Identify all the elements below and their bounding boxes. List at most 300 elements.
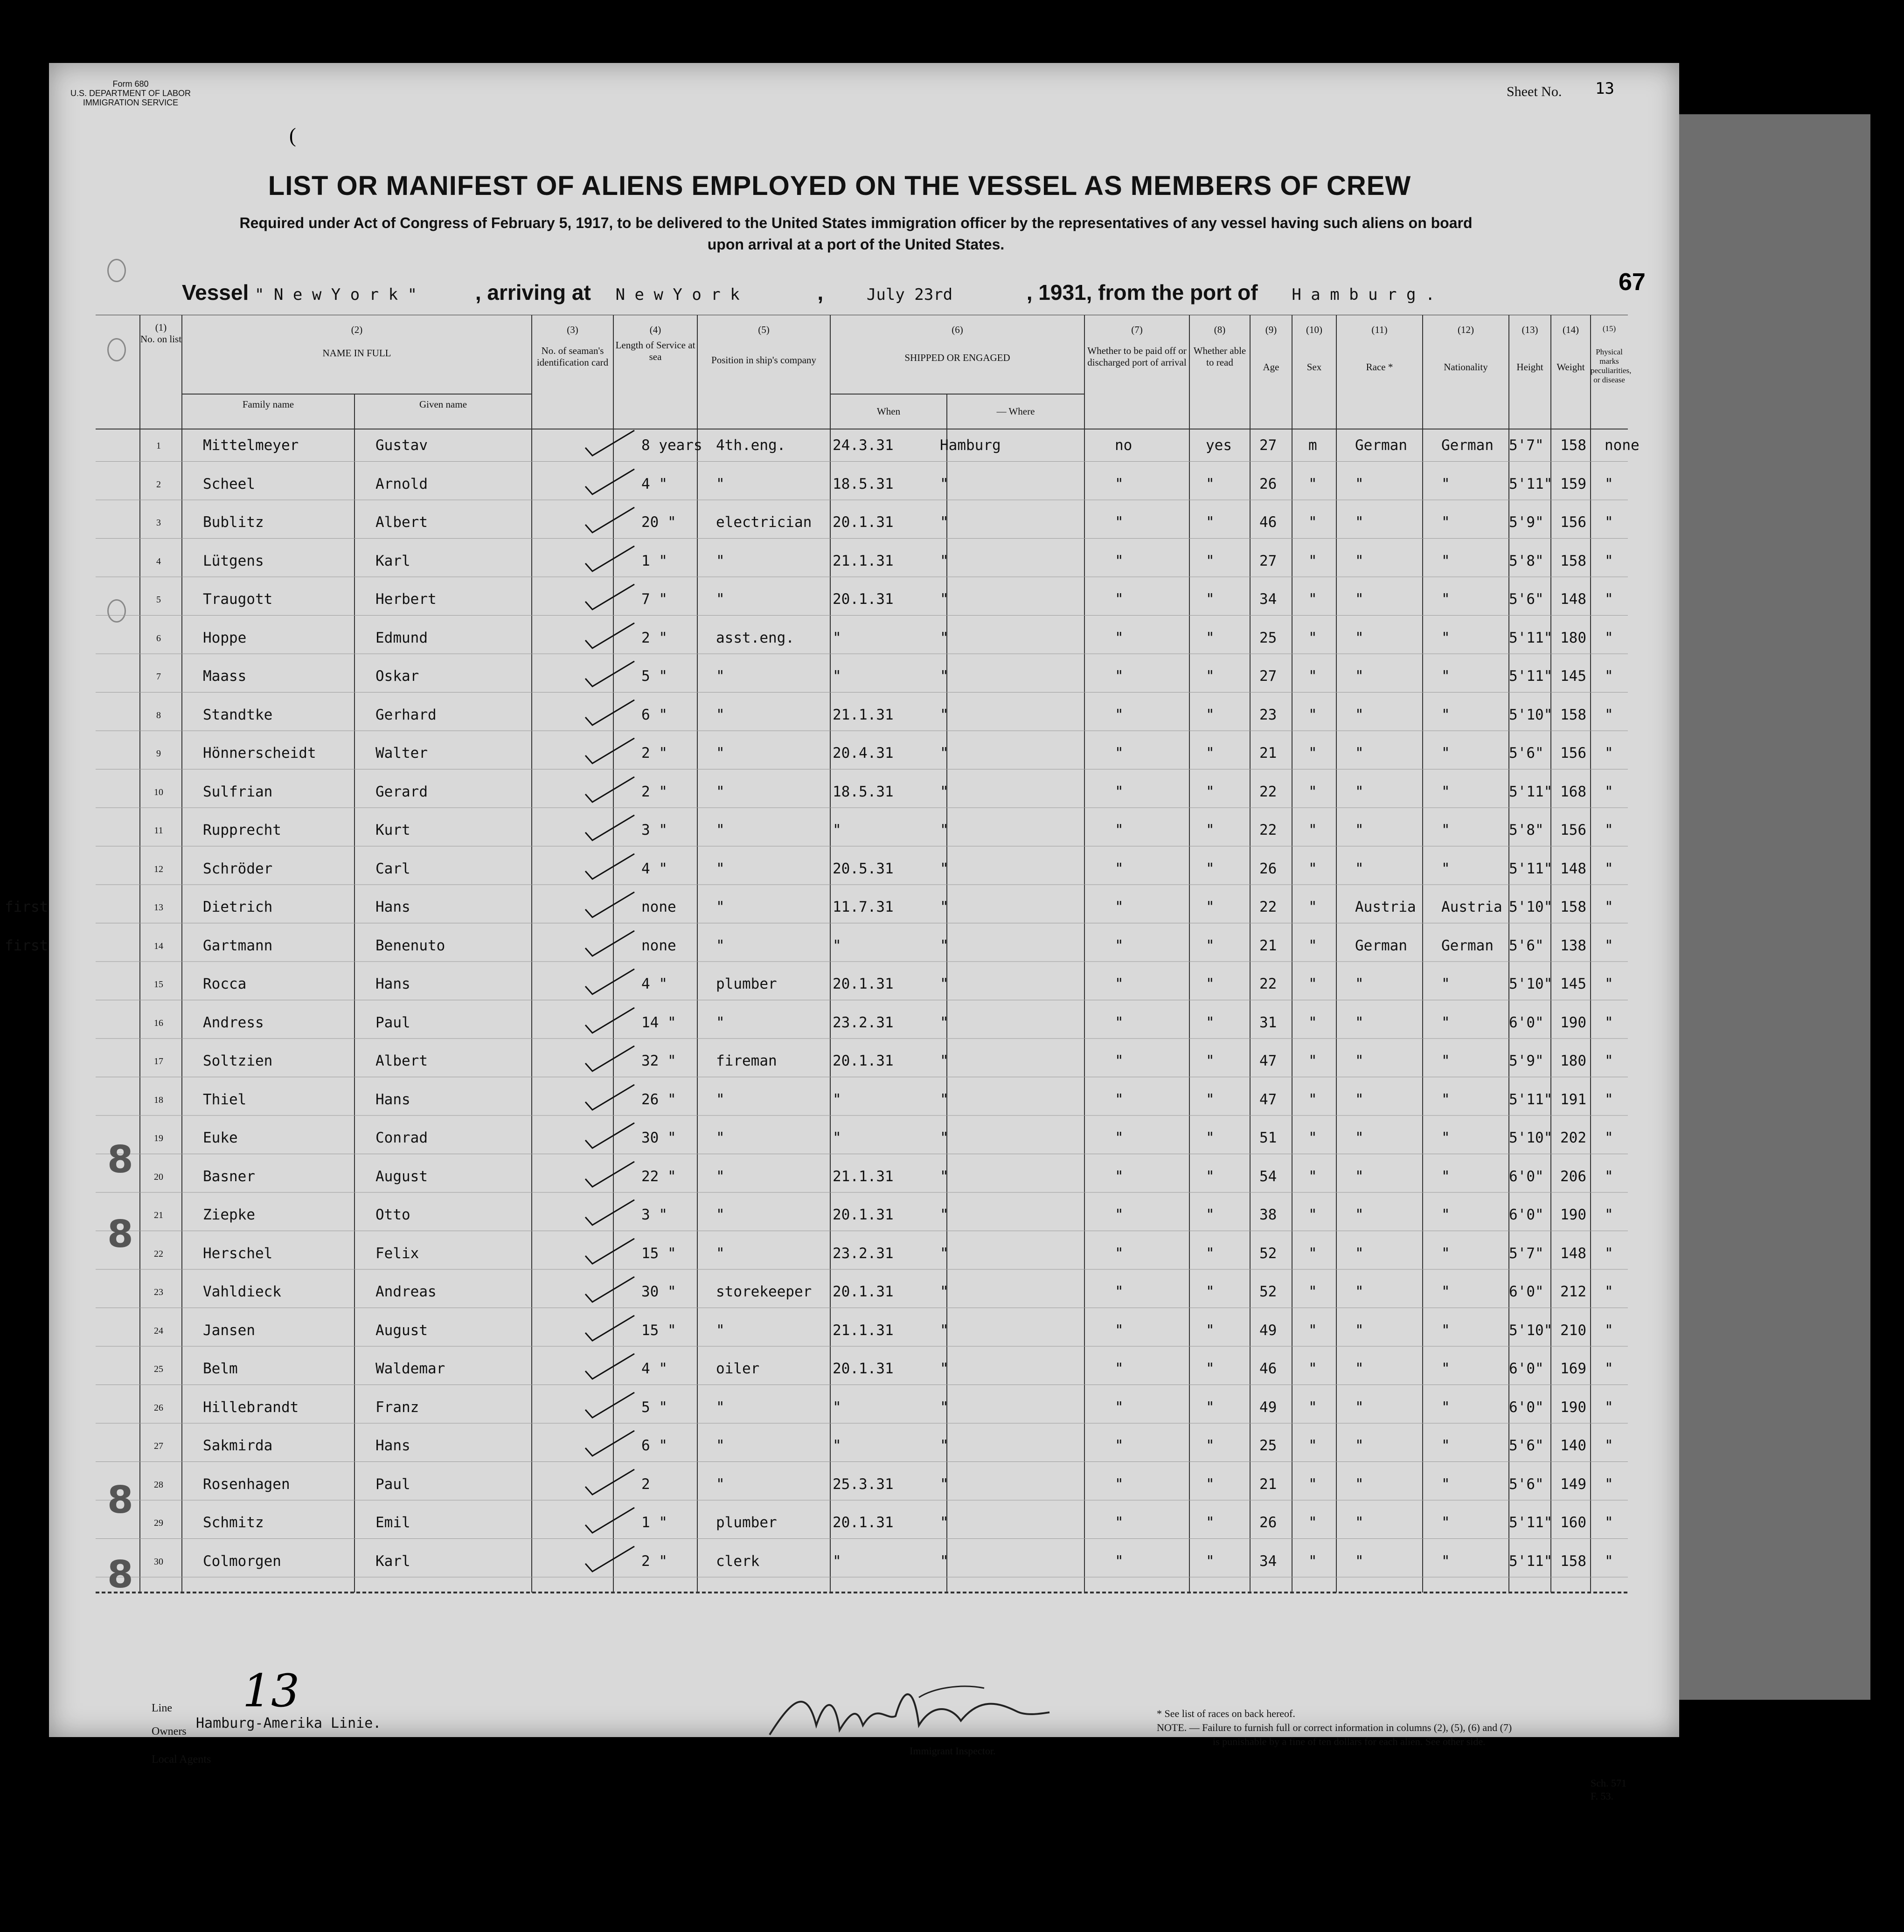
row-number: 15 xyxy=(154,979,163,990)
family-name: Hoppe xyxy=(203,629,247,646)
table-row xyxy=(96,591,1628,633)
row-number: 3 xyxy=(156,518,161,528)
paid-off: " xyxy=(1115,1206,1124,1223)
shipped-where: " xyxy=(940,860,949,877)
able-to-read: " xyxy=(1206,475,1215,492)
table-row xyxy=(5,937,1628,980)
sheet-number: 13 xyxy=(1595,79,1614,98)
given-name: Waldemar xyxy=(375,1360,445,1377)
sex: " xyxy=(1308,822,1317,838)
physical-marks: " xyxy=(1605,822,1613,838)
age: 34 xyxy=(1259,1552,1277,1570)
owners-label: Owners xyxy=(152,1725,187,1738)
weight: 148 xyxy=(1560,591,1586,608)
position: " xyxy=(716,1091,725,1108)
physical-marks: " xyxy=(1605,1399,1613,1416)
position: " xyxy=(716,591,725,608)
race: " xyxy=(1355,1552,1364,1570)
check-mark xyxy=(583,965,639,998)
shipped-where: " xyxy=(940,1129,949,1146)
race: " xyxy=(1355,552,1364,569)
row-number: 27 xyxy=(154,1441,163,1451)
race: " xyxy=(1355,1322,1364,1339)
able-to-read: " xyxy=(1206,1399,1215,1416)
physical-marks: " xyxy=(1605,668,1613,685)
paid-off: " xyxy=(1115,1437,1124,1454)
height: 5'11" xyxy=(1509,1091,1553,1108)
height: 5'10" xyxy=(1509,899,1553,915)
race: " xyxy=(1355,629,1364,646)
table-row xyxy=(96,1053,1628,1095)
shipped-where: " xyxy=(940,591,949,608)
table-row xyxy=(96,783,1628,826)
paid-off: " xyxy=(1115,937,1124,954)
sex: " xyxy=(1308,629,1317,646)
table-row xyxy=(96,1206,1628,1249)
family-name: Dietrich xyxy=(203,899,273,915)
paid-off: " xyxy=(1115,1475,1124,1493)
able-to-read: " xyxy=(1206,1514,1215,1531)
shipped-where: " xyxy=(940,745,949,762)
service-length: 1 " xyxy=(641,1514,667,1531)
check-mark xyxy=(583,1119,639,1152)
table-row xyxy=(96,1514,1628,1557)
given-name: Walter xyxy=(375,745,428,762)
weight: 190 xyxy=(1560,1399,1586,1416)
physical-marks: " xyxy=(1605,1129,1613,1146)
col-2b-header: Given name xyxy=(419,399,467,410)
family-name: Euke xyxy=(203,1129,238,1146)
race: " xyxy=(1355,706,1364,723)
vessel-label: Vessel xyxy=(182,280,249,305)
nationality: " xyxy=(1441,1053,1450,1069)
sex: " xyxy=(1308,1168,1317,1185)
table-row xyxy=(96,1475,1628,1518)
shipped-when: 21.1.31 xyxy=(833,706,894,723)
service-length: 6 " xyxy=(641,706,667,723)
nationality: " xyxy=(1441,1206,1450,1223)
position: 4th.eng. xyxy=(716,437,786,454)
sex: " xyxy=(1308,1322,1317,1339)
paid-off: " xyxy=(1115,1399,1124,1416)
sex: m xyxy=(1308,437,1317,454)
punch-hole xyxy=(107,259,126,282)
shipped-when: " xyxy=(833,1437,841,1454)
family-name: Sulfrian xyxy=(203,783,273,800)
row-number: 30 xyxy=(154,1556,163,1567)
row-prefix: first xyxy=(5,899,49,915)
family-name: Rocca xyxy=(203,976,247,992)
inspector-signature xyxy=(765,1669,1054,1749)
shipped-when: " xyxy=(833,822,841,838)
race: German xyxy=(1355,437,1407,454)
nationality: " xyxy=(1441,1091,1450,1108)
row-number: 21 xyxy=(154,1210,163,1220)
family-name: Andress xyxy=(203,1014,264,1031)
row-number: 5 xyxy=(156,595,161,605)
position: " xyxy=(716,706,725,723)
shipped-when: 18.5.31 xyxy=(833,475,894,492)
age: 52 xyxy=(1259,1245,1277,1262)
sex: " xyxy=(1308,1091,1317,1108)
table-row xyxy=(96,1129,1628,1172)
able-to-read: " xyxy=(1206,1322,1215,1339)
position: " xyxy=(716,1399,725,1416)
shipped-when: 23.2.31 xyxy=(833,1014,894,1031)
service-length: 2 " xyxy=(641,629,667,646)
service-length: 20 " xyxy=(641,514,676,531)
height: 5'9" xyxy=(1509,514,1544,531)
able-to-read: " xyxy=(1206,1552,1215,1570)
check-mark xyxy=(583,1543,639,1575)
weight: 156 xyxy=(1560,514,1586,531)
age: 25 xyxy=(1259,629,1277,646)
row-number: 8 xyxy=(156,710,161,720)
shipped-where: " xyxy=(940,1360,949,1377)
height: 5'7" xyxy=(1509,1245,1544,1262)
position: plumber xyxy=(716,1514,777,1531)
table-row xyxy=(96,1399,1628,1441)
weight: 158 xyxy=(1560,1552,1586,1570)
row-number: 18 xyxy=(154,1094,163,1105)
check-mark xyxy=(583,1196,639,1229)
family-name: Bublitz xyxy=(203,514,264,531)
sex: " xyxy=(1308,1129,1317,1146)
family-name: Scheel xyxy=(203,475,255,492)
shipped-where: " xyxy=(940,783,949,800)
paid-off: no xyxy=(1115,437,1133,454)
vessel-name: " N e w Y o r k " xyxy=(255,285,417,304)
given-name: Hans xyxy=(375,899,410,915)
family-name: Thiel xyxy=(203,1091,247,1108)
race: " xyxy=(1355,1014,1364,1031)
table-row xyxy=(96,1552,1628,1595)
sex: " xyxy=(1308,1399,1317,1416)
shipped-when: " xyxy=(833,1552,841,1570)
row-number: 29 xyxy=(154,1518,163,1528)
sex: " xyxy=(1308,1360,1317,1377)
check-mark xyxy=(583,773,639,806)
race: " xyxy=(1355,822,1364,838)
shipped-when: 21.1.31 xyxy=(833,1168,894,1185)
shipped-when: 20.1.31 xyxy=(833,976,894,992)
table-row xyxy=(96,1360,1628,1403)
physical-marks: " xyxy=(1605,745,1613,762)
nationality: German xyxy=(1441,937,1494,954)
paid-off: " xyxy=(1115,899,1124,915)
check-mark xyxy=(583,542,639,575)
table-row xyxy=(96,437,1640,479)
sex: " xyxy=(1308,1283,1317,1300)
check-mark xyxy=(583,427,639,459)
position: " xyxy=(716,668,725,685)
able-to-read: " xyxy=(1206,668,1215,685)
family-name: Hönnerscheidt xyxy=(203,745,316,762)
shipped-where: " xyxy=(940,668,949,685)
physical-marks: " xyxy=(1605,1514,1613,1531)
able-to-read: " xyxy=(1206,783,1215,800)
shipped-when: " xyxy=(833,629,841,646)
race: " xyxy=(1355,976,1364,992)
table-row xyxy=(96,1168,1628,1211)
nationality: " xyxy=(1441,976,1450,992)
sex: " xyxy=(1308,783,1317,800)
check-mark xyxy=(583,658,639,690)
race: Austria xyxy=(1355,899,1416,915)
sex: " xyxy=(1308,1552,1317,1570)
height: 6'0" xyxy=(1509,1206,1544,1223)
row-number: 13 xyxy=(154,902,163,913)
arrival-date: July 23rd xyxy=(866,285,953,304)
shipped-when: " xyxy=(833,1129,841,1146)
service-length: 5 " xyxy=(641,668,667,685)
physical-marks: " xyxy=(1605,976,1613,992)
sex: " xyxy=(1308,937,1317,954)
shipped-when: 20.1.31 xyxy=(833,1283,894,1300)
given-name: Oskar xyxy=(375,668,419,685)
age: 23 xyxy=(1259,706,1277,723)
age: 46 xyxy=(1259,514,1277,531)
race: " xyxy=(1355,591,1364,608)
height: 5'11" xyxy=(1509,668,1553,685)
position: fireman xyxy=(716,1053,777,1069)
table-row xyxy=(96,1437,1628,1480)
race: " xyxy=(1355,1053,1364,1069)
sex: " xyxy=(1308,475,1317,492)
physical-marks: " xyxy=(1605,899,1613,915)
race: " xyxy=(1355,1437,1364,1454)
nationality: " xyxy=(1441,514,1450,531)
position: " xyxy=(716,745,725,762)
family-name: Lütgens xyxy=(203,552,264,569)
position: " xyxy=(716,1014,725,1031)
col-2a-header: Family name xyxy=(242,399,294,410)
height: 5'11" xyxy=(1509,1514,1553,1531)
age: 26 xyxy=(1259,475,1277,492)
family-name: Rupprecht xyxy=(203,822,281,838)
check-mark xyxy=(583,1235,639,1267)
age: 21 xyxy=(1259,745,1277,762)
nationality: " xyxy=(1441,1514,1450,1531)
row-number: 26 xyxy=(154,1402,163,1413)
table-row xyxy=(96,860,1628,903)
schedule-id: Sch. 571 F. 53. xyxy=(1591,1777,1626,1802)
shipped-where: " xyxy=(940,1053,949,1069)
service-length: 1 " xyxy=(641,552,667,569)
shipped-when: 18.5.31 xyxy=(833,783,894,800)
paid-off: " xyxy=(1115,552,1124,569)
weight: 145 xyxy=(1560,668,1586,685)
shipped-when: 23.2.31 xyxy=(833,1245,894,1262)
able-to-read: " xyxy=(1206,706,1215,723)
paid-off: " xyxy=(1115,1053,1124,1069)
row-number: 10 xyxy=(154,787,163,797)
height: 5'8" xyxy=(1509,822,1544,838)
shipped-where: " xyxy=(940,1322,949,1339)
sex: " xyxy=(1308,552,1317,569)
able-to-read: " xyxy=(1206,629,1215,646)
sex: " xyxy=(1308,1514,1317,1531)
shipped-when: 21.1.31 xyxy=(833,552,894,569)
weight: 190 xyxy=(1560,1014,1586,1031)
age: 27 xyxy=(1259,437,1277,454)
race: " xyxy=(1355,1245,1364,1262)
service-length: 2 " xyxy=(641,1552,667,1570)
able-to-read: " xyxy=(1206,552,1215,569)
shipped-when: 20.1.31 xyxy=(833,1053,894,1069)
table-row xyxy=(96,1014,1628,1057)
shipped-where: Hamburg xyxy=(940,437,1001,454)
given-name: Herbert xyxy=(375,591,437,608)
check-mark xyxy=(583,1042,639,1075)
row-number: 11 xyxy=(154,825,163,836)
table-row xyxy=(96,552,1628,595)
check-mark xyxy=(583,888,639,921)
given-name: Carl xyxy=(375,860,410,877)
shipped-when: 20.4.31 xyxy=(833,745,894,762)
table-row xyxy=(96,514,1628,556)
given-name: Otto xyxy=(375,1206,410,1223)
able-to-read: " xyxy=(1206,1360,1215,1377)
col-6b-header: — Where xyxy=(996,406,1035,417)
family-name: Standtke xyxy=(203,706,273,723)
paid-off: " xyxy=(1115,1552,1124,1570)
shipped-where: " xyxy=(940,822,949,838)
position: plumber xyxy=(716,976,777,992)
service-length: 30 " xyxy=(641,1129,676,1146)
row-number: 12 xyxy=(154,864,163,874)
position: " xyxy=(716,1168,725,1185)
nationality: " xyxy=(1441,668,1450,685)
sex: " xyxy=(1308,668,1317,685)
given-name: Hans xyxy=(375,1091,410,1108)
service-length: 7 " xyxy=(641,591,667,608)
nationality: " xyxy=(1441,783,1450,800)
position: " xyxy=(716,937,725,954)
weight: 158 xyxy=(1560,437,1586,454)
service-length: 4 " xyxy=(641,1360,667,1377)
age: 49 xyxy=(1259,1399,1277,1416)
able-to-read: " xyxy=(1206,976,1215,992)
position: " xyxy=(716,822,725,838)
paid-off: " xyxy=(1115,1091,1124,1108)
paid-off: " xyxy=(1115,1514,1124,1531)
paid-off: " xyxy=(1115,976,1124,992)
age: 25 xyxy=(1259,1437,1277,1454)
shipped-when: 20.1.31 xyxy=(833,1206,894,1223)
col-12-header: (12) Nationality xyxy=(1444,324,1488,373)
col-5-header: (5) Position in ship's company xyxy=(711,324,816,366)
race: " xyxy=(1355,860,1364,877)
physical-marks: " xyxy=(1605,591,1613,608)
able-to-read: " xyxy=(1206,1168,1215,1185)
position: " xyxy=(716,783,725,800)
row-number: 25 xyxy=(154,1364,163,1374)
age: 22 xyxy=(1259,976,1277,992)
service-length: 3 " xyxy=(641,822,667,838)
able-to-read: " xyxy=(1206,1475,1215,1493)
shipped-when: 20.1.31 xyxy=(833,591,894,608)
shipped-when: 11.7.31 xyxy=(833,899,894,915)
shipped-when: 20.1.31 xyxy=(833,1360,894,1377)
age: 21 xyxy=(1259,937,1277,954)
weight: 180 xyxy=(1560,1053,1586,1069)
check-mark xyxy=(583,1350,639,1383)
age: 26 xyxy=(1259,860,1277,877)
footer-note: * See list of races on back hereof. NOTE. — Failure to furnish full or correct information in columns (2), (5), (6) and (7) is punishable by a fine of ten dollars for each alien. See other side. xyxy=(1157,1708,1512,1747)
given-name: Arnold xyxy=(375,475,428,492)
nationality: " xyxy=(1441,591,1450,608)
given-name: Hans xyxy=(375,1437,410,1454)
race: " xyxy=(1355,1514,1364,1531)
document-subtitle xyxy=(168,212,1544,255)
check-mark xyxy=(583,734,639,767)
weight: 159 xyxy=(1560,475,1586,492)
nationality: " xyxy=(1441,1322,1450,1339)
physical-marks: " xyxy=(1605,1360,1613,1377)
service-length: 2 xyxy=(641,1475,650,1493)
nationality: " xyxy=(1441,822,1450,838)
sex: " xyxy=(1308,860,1317,877)
row-prefix: first xyxy=(5,937,49,954)
line-label: Line xyxy=(152,1702,172,1714)
position: " xyxy=(716,1129,725,1146)
age: 22 xyxy=(1259,822,1277,838)
weight: 212 xyxy=(1560,1283,1586,1300)
position: " xyxy=(716,899,725,915)
col-4-header: (4) Length of Service at sea xyxy=(615,324,695,362)
row-number: 1 xyxy=(156,441,161,451)
given-name: Gerhard xyxy=(375,706,437,723)
page-number: 67 xyxy=(1619,269,1646,296)
col-11-header: (11) Race * xyxy=(1366,324,1393,373)
able-to-read: " xyxy=(1206,514,1215,531)
col-8-header: (8) Whether able to read xyxy=(1193,324,1246,368)
col-3-header: (3) No. of seaman's identification card xyxy=(536,324,609,368)
weight: 158 xyxy=(1560,552,1586,569)
local-agents-label: Local Agents xyxy=(152,1753,211,1766)
pencil-mark-8: 8 xyxy=(107,1212,133,1256)
weight: 156 xyxy=(1560,745,1586,762)
shipped-when: " xyxy=(833,1399,841,1416)
weight: 149 xyxy=(1560,1475,1586,1493)
form-identifier xyxy=(56,79,205,107)
physical-marks: " xyxy=(1605,1206,1613,1223)
nationality: " xyxy=(1441,1245,1450,1262)
shipped-where: " xyxy=(940,899,949,915)
col-13-header: (13) Height xyxy=(1516,324,1543,373)
inspector-label: Immigrant Inspector. xyxy=(910,1745,996,1757)
race: " xyxy=(1355,1399,1364,1416)
row-number: 28 xyxy=(154,1479,163,1490)
given-name: Edmund xyxy=(375,629,428,646)
check-mark xyxy=(583,1273,639,1306)
shipped-where: " xyxy=(940,552,949,569)
service-length: 5 " xyxy=(641,1399,667,1416)
physical-marks: " xyxy=(1605,1014,1613,1031)
able-to-read: " xyxy=(1206,1245,1215,1262)
height: 5'11" xyxy=(1509,475,1553,492)
check-mark xyxy=(583,1158,639,1191)
table-row xyxy=(96,706,1628,749)
shipped-where: " xyxy=(940,1245,949,1262)
age: 27 xyxy=(1259,552,1277,569)
family-name: Schmitz xyxy=(203,1514,264,1531)
given-name: Karl xyxy=(375,552,410,569)
shipped-when: 24.3.31 xyxy=(833,437,894,454)
nationality: " xyxy=(1441,745,1450,762)
check-mark xyxy=(583,1389,639,1421)
